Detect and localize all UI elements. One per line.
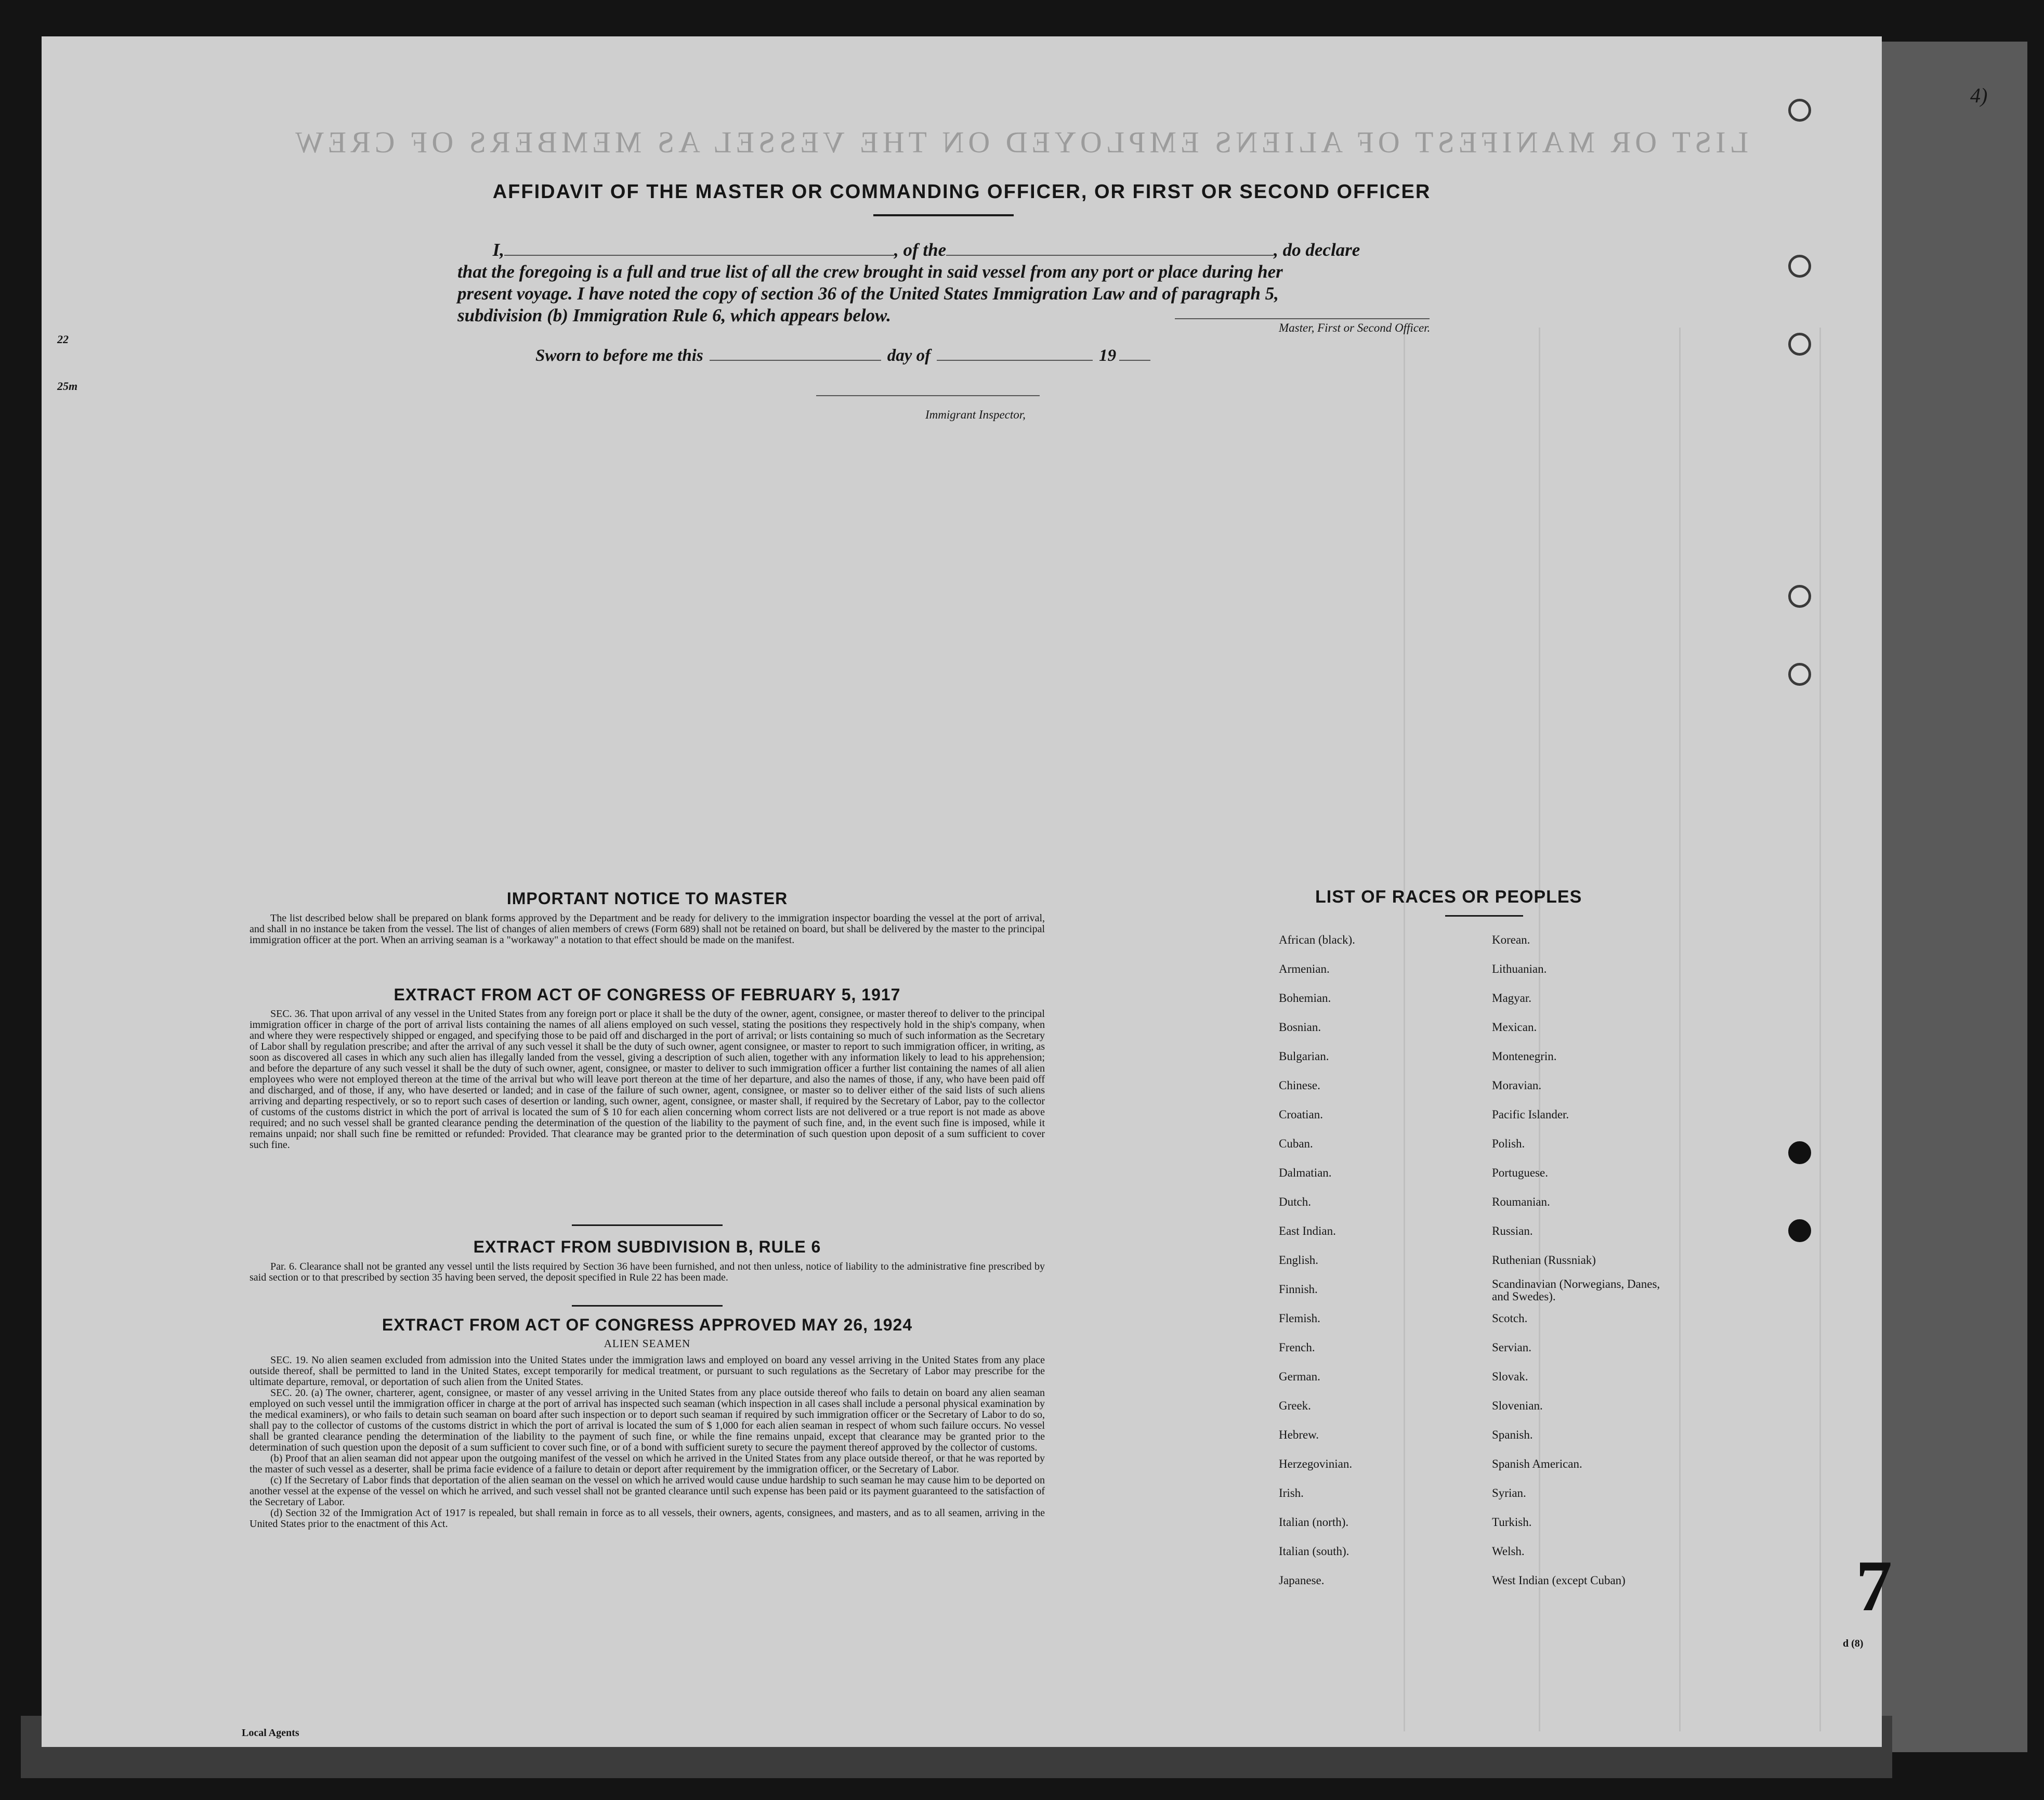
extract-1917-text [250, 1009, 1045, 1151]
section-divider [572, 1224, 723, 1226]
race-item: French. [1279, 1341, 1315, 1354]
race-item: Turkish. [1492, 1516, 1532, 1529]
declarant-label: I, [492, 240, 504, 260]
corner-page-mark: 4) [1970, 84, 1988, 107]
race-item: Flemish. [1279, 1312, 1320, 1325]
sworn-label: Sworn to before me this [535, 346, 703, 365]
race-item: Japanese. [1279, 1574, 1325, 1587]
sworn-year-field [1119, 344, 1150, 361]
race-item: Servian. [1492, 1341, 1532, 1354]
race-item: Pacific Islander. [1492, 1108, 1569, 1121]
subdivision-title: EXTRACT FROM SUBDIVISION B, RULE 6 [473, 1237, 821, 1256]
race-item: Cuban. [1279, 1137, 1313, 1150]
affidavit-declaration [457, 239, 1487, 327]
race-item: Bulgarian. [1279, 1050, 1329, 1063]
race-item: Spanish American. [1492, 1457, 1582, 1470]
race-item: Polish. [1492, 1137, 1525, 1150]
bleed-through-text: LIST OR MANIFEST OF ALIENS EMPLOYED ON THE VESSEL AS MEMBERS OF CREW [291, 125, 1749, 159]
extract-1924-text [250, 1355, 1045, 1530]
race-item: Moravian. [1492, 1079, 1542, 1092]
race-item: African (black). [1279, 933, 1355, 946]
left-margin-mark: 22 [57, 333, 69, 346]
sworn-line [535, 344, 1150, 366]
race-item: Spanish. [1492, 1428, 1533, 1441]
race-item: Herzegovinian. [1279, 1457, 1353, 1470]
section-20d-paragraph: (d) Section 32 of the Immigration Act of 1917 is repealed, but shall remain in force as to all vessels, their owners, agents, consignees, and masters, and as to all seamen, arriving in the United States prior to the enactment of this Act. [250, 1507, 1045, 1530]
race-item: Irish. [1279, 1486, 1304, 1499]
race-item: Scandinavian (Norwegians, Danes, and Swedes). [1492, 1277, 1660, 1303]
vessel-name-field [946, 239, 1274, 256]
extract-1917-title: EXTRACT FROM ACT OF CONGRESS OF FEBRUARY 5, 1917 [394, 985, 901, 1004]
signature-line-master [1175, 318, 1430, 319]
race-item: Slovenian. [1492, 1399, 1543, 1412]
race-item: Mexican. [1492, 1021, 1537, 1034]
race-item: Welsh. [1492, 1545, 1525, 1558]
of-the-label: , of the [894, 240, 947, 260]
race-item: Bohemian. [1279, 992, 1331, 1005]
section-divider [572, 1305, 723, 1307]
race-item: Italian (south). [1279, 1545, 1349, 1558]
sheet-number: 7 [1856, 1546, 1892, 1626]
inspector-signature-label: Immigrant Inspector, [925, 408, 1026, 421]
rule-6-paragraph: Par. 6. Clearance shall not be granted any vessel until the lists required by Section 36 have been furnished, and not then unless, notice of liability to the administrative fine prescribed by said section or to that prescribed by section 35 having been served, the deposit specified in Rule 22 has been made. [250, 1261, 1045, 1283]
sworn-month-field [937, 344, 1093, 361]
declare-label: , do declare [1274, 240, 1360, 260]
subdivision-text [250, 1261, 1045, 1283]
declaration-line: subdivision (b) Immigration Rule 6, which appears below. [457, 305, 891, 325]
alien-seamen-subtitle: ALIEN SEAMEN [604, 1337, 691, 1350]
race-item: Portuguese. [1492, 1166, 1548, 1179]
binder-hole [1788, 663, 1811, 686]
section-20b-paragraph: (b) Proof that an alien seaman did not appear upon the outgoing manifest of the vessel on which he arrived in the United States from any place outside thereof, or that he was reported by the master of such vessel as a deserter, shall be prima facie evidence of a failure to detain or deport after requirement by the immigration officer, or the Secretary of Labor. [250, 1453, 1045, 1475]
race-item: Syrian. [1492, 1486, 1526, 1499]
ghost-grid-line [1679, 328, 1681, 1731]
race-item: Magyar. [1492, 992, 1532, 1005]
declaration-line: present voyage. I have noted the copy of section 36 of the United States Immigration Law and of paragraph 5, [457, 283, 1279, 304]
races-right-column [1492, 925, 1663, 1595]
race-item: German. [1279, 1370, 1320, 1383]
race-item: Finnish. [1279, 1283, 1318, 1296]
races-title: LIST OF RACES OR PEOPLES [1315, 887, 1582, 907]
sworn-day-field [710, 344, 881, 361]
race-item: Armenian. [1279, 962, 1330, 975]
declarant-name-field [504, 239, 894, 256]
day-of-label: day of [887, 346, 931, 365]
signature-line-inspector [816, 395, 1040, 396]
notice-title: IMPORTANT NOTICE TO MASTER [506, 889, 788, 908]
notice-paragraph: The list described below shall be prepared on blank forms approved by the Department and be ready for delivery to the immigration inspector boarding the vessel at the port of arrival, and shall in no instance be taken from the vessel. The list of changes of alien members of crews (Form 689) shall not be retained on board, but shall be delivered by the master to the principal immigration officer at the port. When an arriving seaman is a "workaway" a notation to that effect should be made on the manifest. [250, 912, 1045, 946]
races-left-column [1279, 925, 1355, 1595]
binder-hole [1788, 99, 1811, 122]
race-item: Roumanian. [1492, 1195, 1550, 1208]
ghost-grid-line [1404, 328, 1405, 1731]
left-margin-mark: 25m [57, 380, 78, 393]
race-item: Lithuanian. [1492, 962, 1547, 975]
ghost-grid-line [1819, 328, 1821, 1731]
binder-hole [1788, 585, 1811, 608]
race-item: Dalmatian. [1279, 1166, 1332, 1179]
section-20a-paragraph: SEC. 20. (a) The owner, charterer, agent, consignee, or master of any vessel arriving in the United States from any place outside thereof who fails to detain on board any alien seaman employed on such vessel until the immigration officer in charge at the port of arrival has inspected such seaman (which inspection in all cases shall include a personal physical examination by the medical examiners), or who fails to detain such seaman on board after such inspection or to deport such seaman if required by such immigration officer or the Secretary of Labor to do so, shall pay to the collector of customs of the customs district in which the port of arrival is located the sum of $ 1,000 for each alien seaman in respect of whom such failure occurs. No vessel shall be granted clearance pending the determination of the liability to the payment of such fine, or while the fine remains unpaid, except that clearance may be granted prior to the determination of such question upon the deposit of a sum sufficient to cover such fine, or of a bond with sufficient surety to secure the payment thereof approved by the collector of customs. [250, 1387, 1045, 1453]
notice-text [250, 913, 1045, 946]
race-item: Slovak. [1492, 1370, 1528, 1383]
extract-1924-title: EXTRACT FROM ACT OF CONGRESS APPROVED MAY 26, 1924 [382, 1315, 913, 1334]
race-item: Hebrew. [1279, 1428, 1319, 1441]
race-item: East Indian. [1279, 1224, 1336, 1237]
section-36-paragraph: SEC. 36. That upon arrival of any vessel in the United States from any foreign port or place it shall be the duty of the owner, agent, consignee, or master thereof to deliver to the principal immigration officer in charge of the port of arrival lists containing the names of all aliens employed on such vessel, stating the positions they respectively hold in the ship's company, when and where they were respectively shipped or engaged, and specifying those to be paid off and discharged in the port of arrival; or lists containing so much of such information as the Secretary of Labor shall by regulation prescribe; and after the arrival of any such vessel it shall be the duty of such owner, agent consignee, or master to report to such immigration officer, in writing, as soon as discovered all cases in which any such alien has illegally landed from the vessel, giving a description of such alien, together with any information likely to lead to his apprehension; and before the departure of any such vessel it shall be the duty of such owner, agent, consignee, or master to deliver to such immigration officer a further list containing the names of all alien employees who were not employed thereon at the time of the arrival but who will leave port thereon at the time of her departure, and also the names of those, if any, who have been paid off and discharged, and of those, if any, who have deserted or landed; and in case of the failure of such owner, agent, consignee, or master so to deliver either of the said lists of such aliens arriving and departing respectively, or so to report such cases of desertion or landing, such owner, agent, consignee, or master shall, if required by the Secretary of Labor, pay to the collector of customs of the customs district in which the port of arrival is located the sum of $ 10 for each alien concerning whom correct lists are not delivered or a true report is not made as above required; and no such vessel shall be granted clearance pending the determination of the question of the liability to the payment of such fine, and, in the event such fine is imposed, while it remains unpaid; nor shall such fine be remitted or refunded: Provided. That clearance may be granted prior to the determination of such question upon deposit of a sum sufficient to cover such fine. [250, 1008, 1045, 1151]
race-item: West Indian (except Cuban) [1492, 1574, 1626, 1587]
race-item: Montenegrin. [1492, 1050, 1557, 1063]
binder-hole [1788, 255, 1811, 278]
race-item: Korean. [1492, 933, 1530, 946]
binder-hole [1788, 333, 1811, 356]
race-item: Greek. [1279, 1399, 1311, 1412]
title-rule [873, 214, 1014, 216]
master-signature-label: Master, First or Second Officer. [1279, 321, 1431, 334]
declaration-line: that the foregoing is a full and true list of all the crew brought in said vessel from any port or place during her [457, 262, 1283, 282]
race-item: Russian. [1492, 1224, 1533, 1237]
race-item: Bosnian. [1279, 1021, 1321, 1034]
affidavit-title: AFFIDAVIT OF THE MASTER OR COMMANDING OFFICER, OR FIRST OR SECOND OFFICER [492, 181, 1431, 203]
binder-hole [1788, 1219, 1811, 1242]
race-item: Dutch. [1279, 1195, 1311, 1208]
race-item: Croatian. [1279, 1108, 1323, 1121]
manifest-page [42, 36, 1988, 1747]
race-item: Italian (north). [1279, 1516, 1349, 1529]
binder-hole [1788, 1141, 1811, 1164]
races-title-rule [1445, 915, 1523, 917]
section-20c-paragraph: (c) If the Secretary of Labor finds that deportation of the alien seaman on the vessel on which he arrived would cause undue hardship to such seaman he may cause him to be deported on another vessel at the expense of the vessel on which he arrived, and such vessel shall not be granted clearance until such expense has been paid or its payment guaranteed to the satisfaction of the Secretary of Labor. [250, 1475, 1045, 1508]
race-item: English. [1279, 1254, 1319, 1267]
background-sheet [1871, 42, 2027, 1752]
form-tag: d (8) [1843, 1638, 1864, 1649]
race-item: Ruthenian (Russniak) [1492, 1254, 1596, 1267]
race-item: Chinese. [1279, 1079, 1320, 1092]
section-19-paragraph: SEC. 19. No alien seamen excluded from admission into the United States under the immigration laws and employed on board any vessel arriving in the United States from any place outside thereof, shall be permitted to land in the United States, except temporarily for medical treatment, or pursuant to such regulations as the Secretary of Labor may prescribe for the ultimate departure, removal, or deportation of such alien from the United States. [250, 1354, 1045, 1388]
year-prefix: 19 [1099, 346, 1117, 365]
local-agents-label: Local Agents [242, 1727, 299, 1739]
race-item: Scotch. [1492, 1312, 1528, 1325]
